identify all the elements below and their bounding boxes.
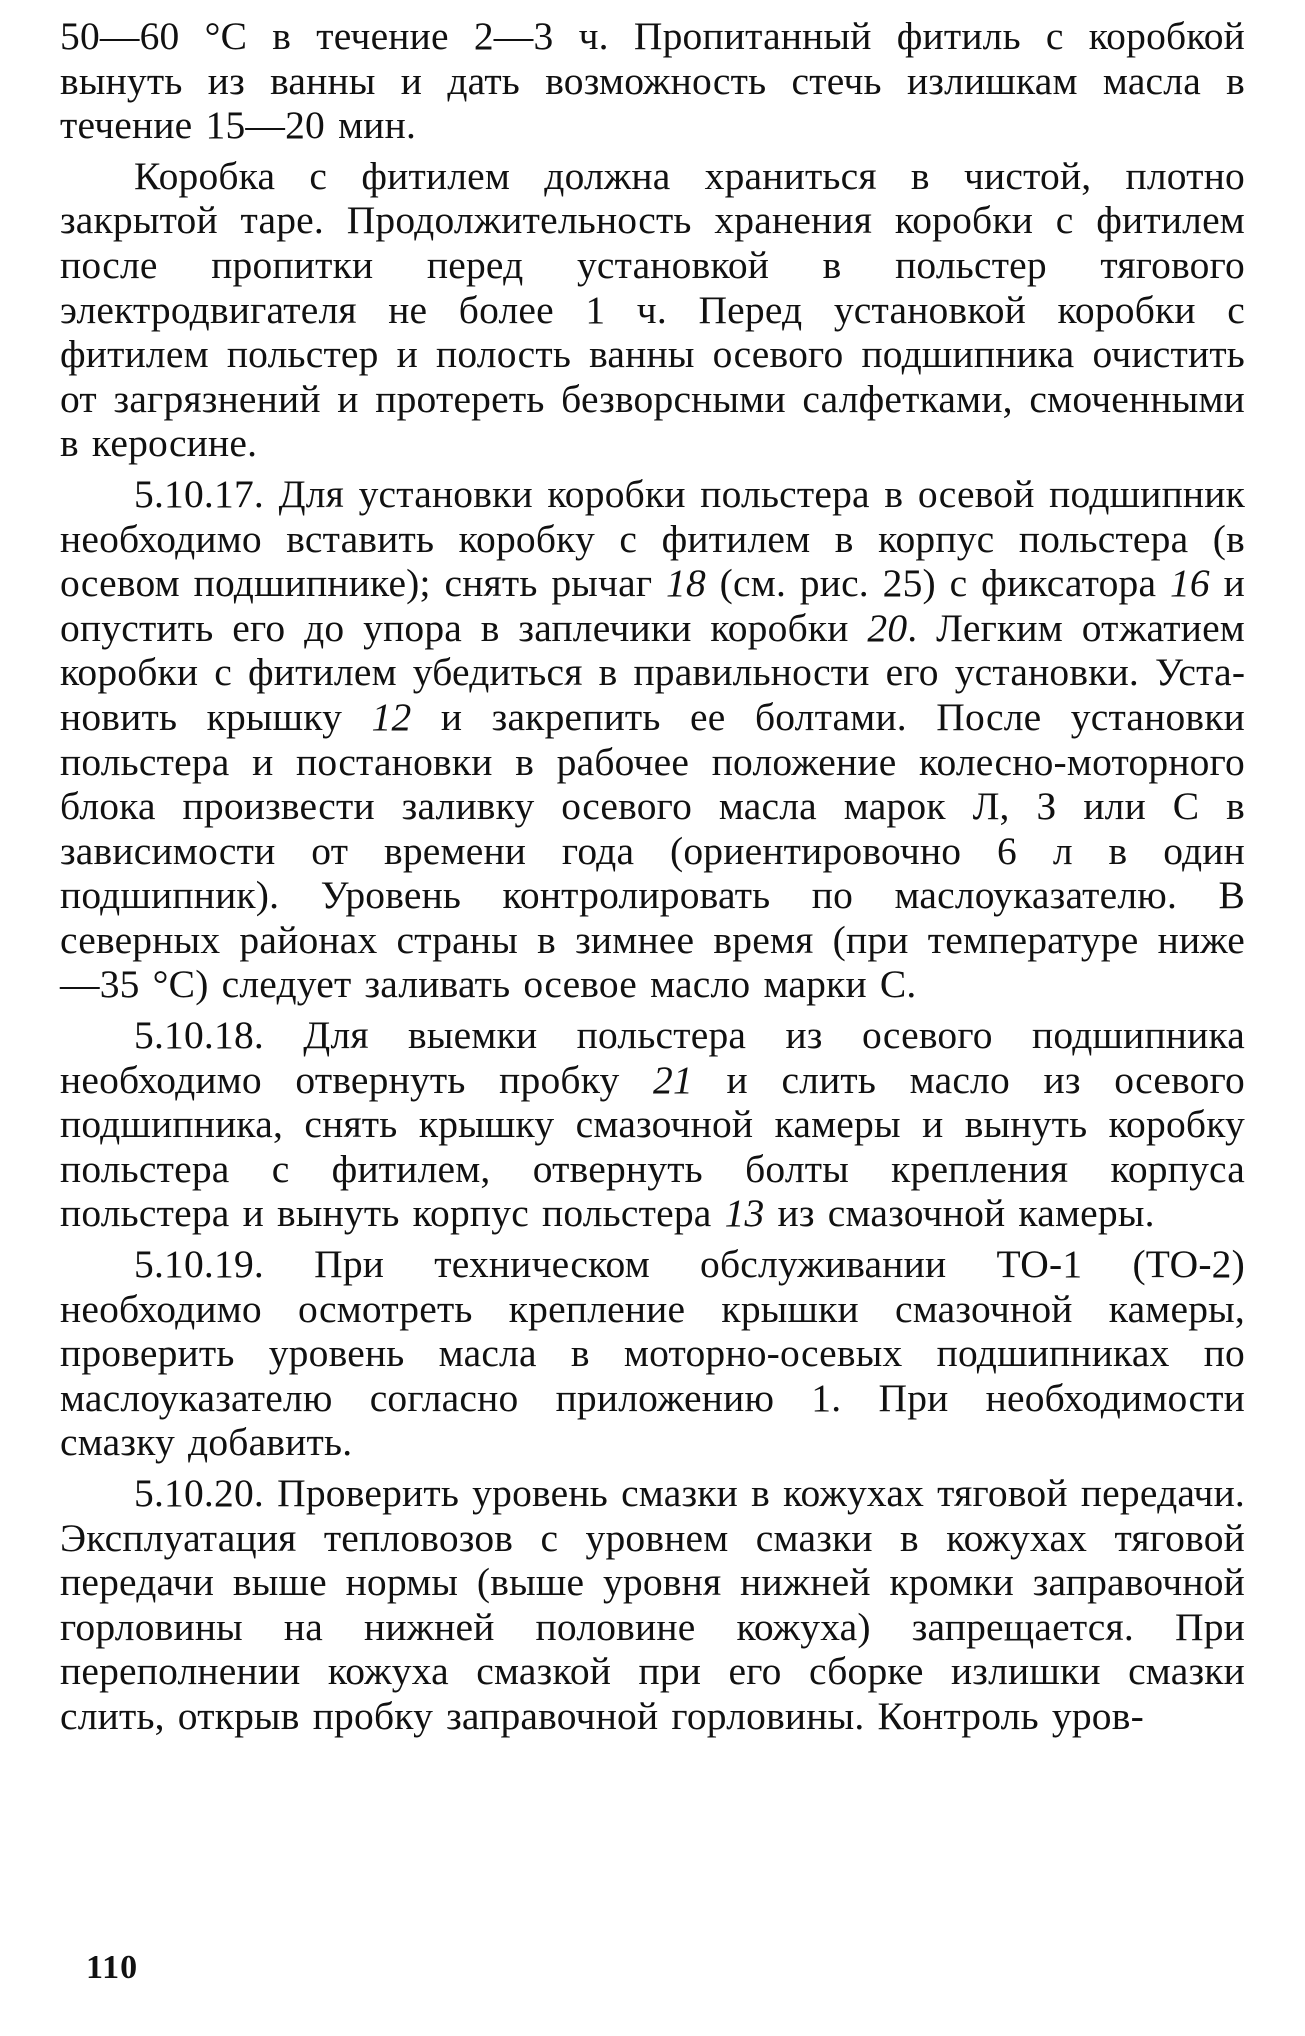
- text-run: и слить масло из осевого подшипника, снять крышку смазочной камеры и вынуть коробку польстера с фитилем, отвернуть болты крепления корпуса польстера и вынуть корпус польстера: [60, 1057, 1245, 1236]
- text-run: 5.10.18. Для выемки польстера из осевого подшипника необходимо отвернуть пробку: [60, 1013, 1245, 1102]
- paragraph-5-10-18: [60, 1013, 1245, 1236]
- figure-ref-21: 21: [653, 1057, 693, 1102]
- text-run: . Легким отжатием коробки с фитилем убедиться в правильности его установки. Установить крышку: [60, 605, 1245, 739]
- paragraph-continuation: 50—60 °С в течение 2—3 ч. Пропитанный фитиль с коробкой вынуть из ванны и дать возможность стечь излишкам масла в течение 15—20 мин.: [60, 14, 1245, 148]
- figure-ref-18: 18: [666, 561, 706, 606]
- text-run: и закрепить ее болтами. После установки польстера и постановки в рабочее положение колесно-моторного блока произвести заливку осевого масла марок Л, З или С в зависимости от времени года (ориентировочно 6 л в один подшипник). Уровень контролировать по маслоуказателю. В северных районах страны в зимнее время (при температуре ниже —35 °С) следует заливать осевое масло марки С.: [60, 694, 1246, 1007]
- paragraph-5-10-17: [60, 472, 1245, 1007]
- paragraph-5-10-20: 5.10.20. Проверить уровень смазки в кожухах тяговой передачи. Эксплуатация тепловозов с уровнем смазки в кожухах тяговой передачи выше нормы (выше уровня нижней кромки заправочной горловины на нижней половине кожуха) запрещается. При переполнении кожуха смазкой при его сборке излишки смазки слить, открыв пробку заправочной горловины. Контроль уров-: [60, 1471, 1245, 1738]
- text-run: (см. рис. 25) с фиксатора: [705, 561, 1170, 606]
- text-run: 5.10.17. Для установки коробки польстера в осевой подшипник необходимо вставить коробку с фитилем в корпус польстера (в осевом подшипнике); снять рычаг: [60, 471, 1245, 606]
- figure-ref-20: 20: [867, 605, 908, 650]
- figure-ref-13: 13: [724, 1191, 765, 1236]
- text-run: и опустить его до упора в заплечики коробки: [60, 561, 1245, 650]
- page-number: 110: [86, 1949, 139, 1986]
- text-run: из смазочной камеры.: [764, 1191, 1155, 1236]
- figure-ref-16: 16: [1169, 561, 1210, 606]
- figure-ref-12: 12: [371, 694, 412, 739]
- paragraph-storage: Коробка с фитилем должна храниться в чистой, плотно закрытой таре. Продолжительность хранения коробки с фитилем после пропитки перед установкой в польстер тягового электродвигателя не более 1 ч. Перед установкой коробки с фитилем польстер и полость ванны осевого подшипника очистить от загрязнений и протереть безворсными салфетками, смоченными в керосине.: [60, 153, 1245, 466]
- paragraph-5-10-19: 5.10.19. При техническом обслуживании ТО-1 (ТО-2) необходимо осмотреть крепление крышки смазочной камеры, проверить уровень масла в моторно-осевых подшипниках по маслоуказателю согласно приложению 1. При необходимости смазку добавить.: [60, 1242, 1245, 1465]
- document-page: [60, 14, 1245, 1739]
